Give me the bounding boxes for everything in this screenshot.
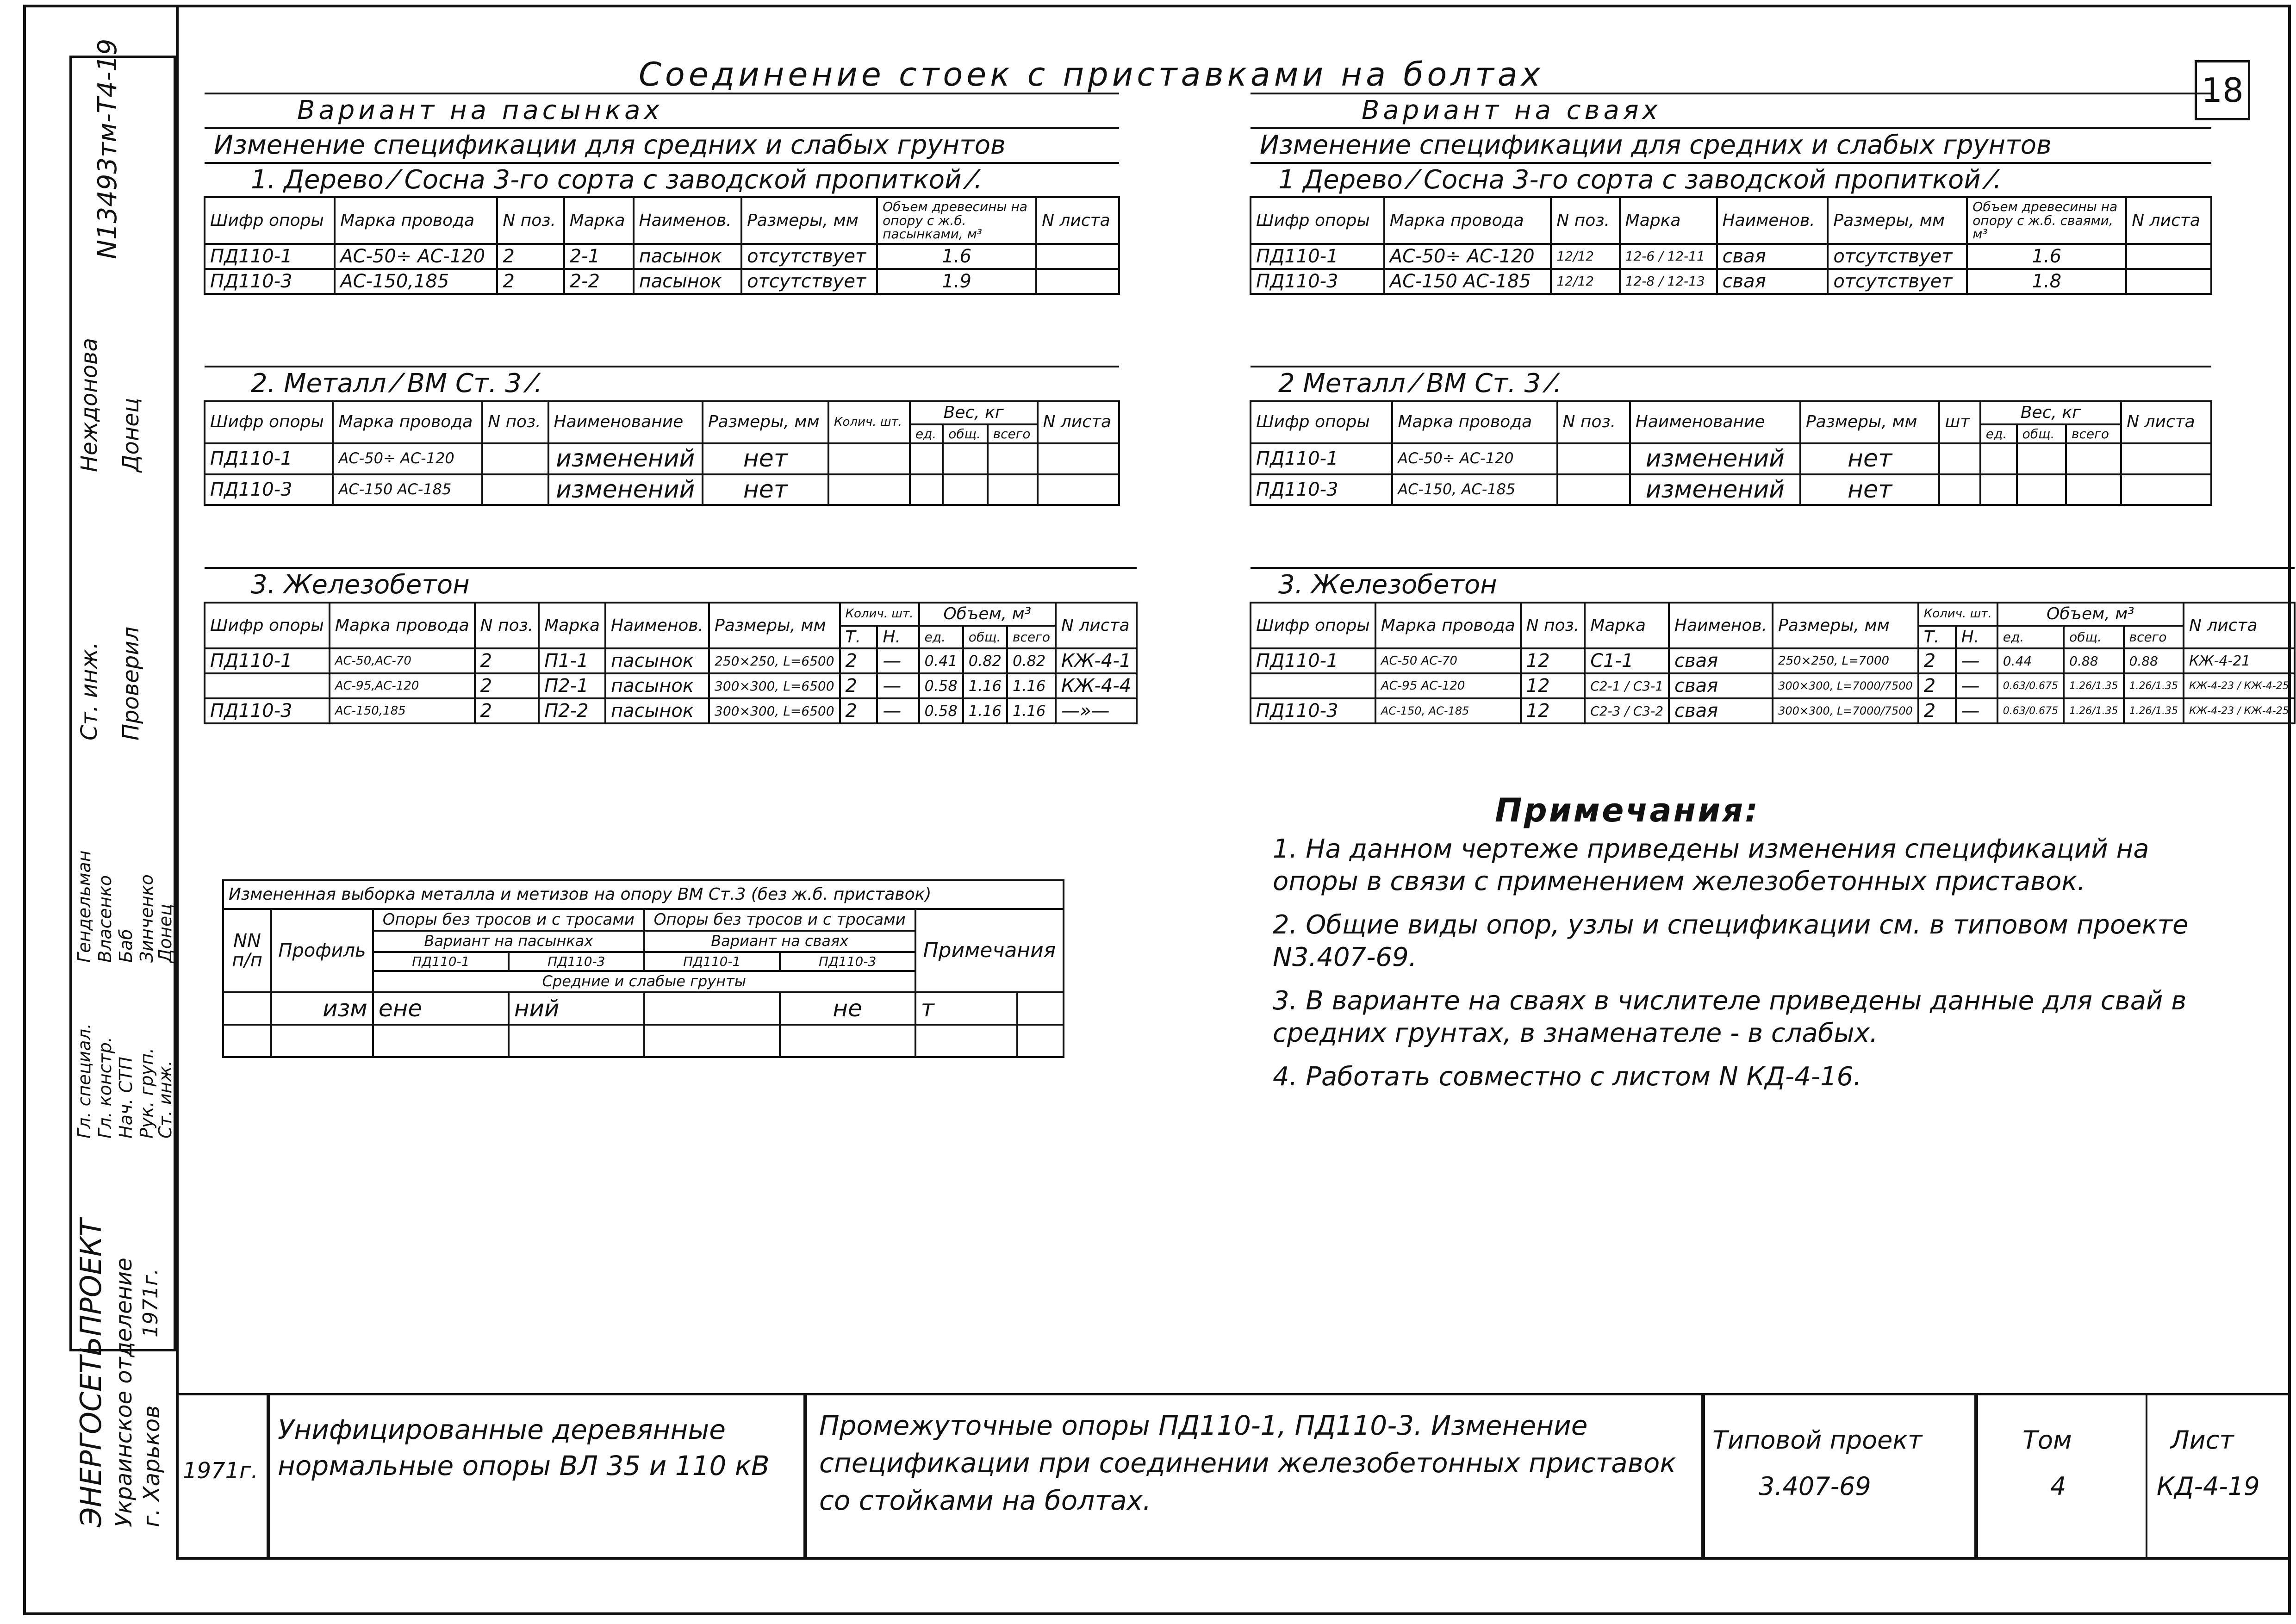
cell: ПД110-3 xyxy=(1251,474,1392,505)
cell: отсутствует xyxy=(741,244,877,269)
col-header: Размеры, мм xyxy=(703,401,828,443)
notes-title: Примечания: xyxy=(1495,791,1760,829)
cell: 0.88 xyxy=(2064,648,2123,673)
col-header: N листа xyxy=(2121,401,2211,443)
cell: 1.6 xyxy=(1967,244,2126,269)
cell: 1.8 xyxy=(1967,269,2126,294)
cell: нет xyxy=(1800,443,1939,474)
col-header: Размеры, мм xyxy=(1773,603,1918,649)
cell: П2-2 xyxy=(539,698,605,723)
tb-sheet-label: Лист xyxy=(2171,1425,2234,1455)
col-header: Т. xyxy=(1918,626,1956,649)
col-header: N листа xyxy=(2184,603,2295,649)
col-header: Наименов. xyxy=(1717,197,1828,243)
col-header: всего xyxy=(2066,424,2121,443)
cell: ПД110-3 xyxy=(205,269,335,294)
cell: 12/12 xyxy=(1551,244,1619,269)
cell: — xyxy=(877,673,919,698)
cell: 0.63/0.675 xyxy=(1997,673,2064,698)
cell: КЖ-4-1 xyxy=(1056,648,1137,673)
col-header: общ. xyxy=(2064,626,2123,649)
cell: 2 xyxy=(497,244,564,269)
cell: 2 xyxy=(1918,698,1956,723)
cell: свая xyxy=(1717,244,1828,269)
col-header: всего xyxy=(988,424,1038,443)
cell: 0.82 xyxy=(963,648,1007,673)
stamp-donets: Донец xyxy=(118,398,144,472)
cell: свая xyxy=(1669,648,1773,673)
tb-vol-label: Том xyxy=(2022,1425,2072,1455)
cell: 2-1 xyxy=(564,244,634,269)
cell: 1.26/1.35 xyxy=(2064,698,2123,723)
note-item: 3. В варианте на сваях в числителе приведены данные для свай в средних грунтах, в знаменателе - в слабых. xyxy=(1273,986,2187,1048)
right-metal-title: 2 Металл ⁄ ВМ Ст. 3 ⁄. xyxy=(1251,367,2211,401)
col-header: Шифр опоры xyxy=(1251,197,1384,243)
cell xyxy=(1036,244,1119,269)
cell: ПД110-1 xyxy=(1251,244,1384,269)
cell: 0.63/0.675 xyxy=(1997,698,2064,723)
col-header: общ. xyxy=(2017,424,2066,443)
col-header: Марка провода xyxy=(333,401,482,443)
cell: 1.26/1.35 xyxy=(2124,673,2184,698)
cell: 300×300, L=7000/7500 xyxy=(1773,698,1918,723)
col-header: Марка xyxy=(1620,197,1717,243)
cell: отсутствует xyxy=(741,269,877,294)
right-wood-title: 1 Дерево ⁄ Сосна 3-го сорта с заводской пропиткой ⁄. xyxy=(1251,163,2211,198)
cell xyxy=(205,673,330,698)
doc-code: N13493тм-Т4-19 xyxy=(93,38,123,259)
col-header: ед. xyxy=(919,626,963,649)
col-header: Марка xyxy=(539,603,605,649)
cell: 1.16 xyxy=(963,673,1007,698)
col-header: Колич. шт. xyxy=(840,603,919,626)
stamp-name: Зинченко xyxy=(137,874,157,963)
col-header: N поз. xyxy=(497,197,564,243)
cell xyxy=(2126,244,2211,269)
cell: ПД110-1 xyxy=(205,443,333,474)
col-header: N листа xyxy=(2126,197,2211,243)
tb-project-no: 3.407-69 xyxy=(1759,1472,1871,1501)
cell: —»— xyxy=(1056,698,1137,723)
cell: 12/12 xyxy=(1551,269,1619,294)
cell: АС-50,АС-70 xyxy=(330,648,475,673)
cell: 2 xyxy=(1918,673,1956,698)
col-header: Размеры, мм xyxy=(741,197,877,243)
cell: т xyxy=(915,992,1018,1025)
col-header: Колич. шт. xyxy=(828,401,910,443)
cell: 12 xyxy=(1521,698,1585,723)
stamp-role: Ст. инж. xyxy=(155,1060,175,1139)
col-header: Шифр опоры xyxy=(205,401,333,443)
col-header: Марка провода xyxy=(335,197,497,243)
cell: 1.26/1.35 xyxy=(2124,698,2184,723)
stamp-name: Донец xyxy=(155,903,175,963)
stamp-role: Рук. груп. xyxy=(137,1047,157,1139)
cell: пасынок xyxy=(634,269,742,294)
cell: 0.58 xyxy=(919,698,963,723)
col-header: N поз. xyxy=(1521,603,1585,649)
cell: 2 xyxy=(497,269,564,294)
cell: пасынок xyxy=(605,673,709,698)
cell: АС-150 АС-185 xyxy=(1384,269,1551,294)
col-header: Объем древесины на опору с ж.б. пасынками, м³ xyxy=(877,197,1036,243)
cell: — xyxy=(877,648,919,673)
cell: ене xyxy=(373,992,509,1025)
col-header: Опоры без тросов и с тросами xyxy=(373,909,644,931)
right-wood-table xyxy=(1250,93,2212,295)
col-header: Вариант на пасынках xyxy=(373,931,644,952)
cell: свая xyxy=(1669,698,1773,723)
cell: 0.82 xyxy=(1007,648,1056,673)
cell: 2 xyxy=(840,673,877,698)
cell: — xyxy=(1956,698,1997,723)
header-title: Соединение стоек с приставками на болтах xyxy=(639,56,1544,93)
cell: 2-2 xyxy=(564,269,634,294)
cell: нет xyxy=(703,474,828,505)
cell: 1.16 xyxy=(963,698,1007,723)
cell xyxy=(1557,474,1630,505)
cell: 250×250, L=6500 xyxy=(709,648,840,673)
cell: отсутствует xyxy=(1828,244,1967,269)
cell: изменений xyxy=(548,443,703,474)
col-header: Объем древесины на опору с ж.б. сваями, м³ xyxy=(1967,197,2126,243)
col-header: N листа xyxy=(1038,401,1120,443)
tb-vol: 4 xyxy=(2050,1472,2066,1501)
stamp-checked-role: Ст. инж. xyxy=(76,641,102,740)
col-header: N поз. xyxy=(482,401,548,443)
left-metal-title: 2. Металл ⁄ ВМ Ст. 3 ⁄. xyxy=(205,367,1119,401)
col-header: Наименов. xyxy=(605,603,709,649)
tb-project-label: Типовой проект xyxy=(1712,1425,1923,1455)
cell: свая xyxy=(1717,269,1828,294)
col-header: Марка провода xyxy=(330,603,475,649)
cell: АС-50 АС-70 xyxy=(1375,648,1521,673)
col-header: Объем, м³ xyxy=(919,603,1056,626)
col-header: ПД110-3 xyxy=(509,952,644,971)
cell: П2-1 xyxy=(539,673,605,698)
col-header: общ. xyxy=(943,424,987,443)
cell xyxy=(1557,443,1630,474)
right-concrete-title: 3. Железобетон xyxy=(1251,568,2295,603)
cell: С1-1 xyxy=(1585,648,1669,673)
col-header: NN п/п xyxy=(223,909,271,992)
stamp-nezhdanova: Неждонова xyxy=(76,338,102,472)
col-header: Вес, кг xyxy=(910,401,1038,424)
org-dept: Украинское отделение xyxy=(111,1257,137,1527)
cell xyxy=(1251,673,1375,698)
col-header: Размеры, мм xyxy=(709,603,840,649)
col-header: N поз. xyxy=(475,603,539,649)
stamp-name: Баб xyxy=(116,929,136,963)
col-header: Марка xyxy=(1585,603,1669,649)
cell: АС-150, АС-185 xyxy=(1392,474,1557,505)
col-header: Т. xyxy=(840,626,877,649)
cell: ПД110-3 xyxy=(205,474,333,505)
note-item: 4. Работать совместно с листом N КД-4-16. xyxy=(1273,1062,1862,1092)
col-header: Размеры, мм xyxy=(1800,401,1939,443)
cell: 2 xyxy=(840,698,877,723)
cell: не xyxy=(780,992,915,1025)
col-header: Наименование xyxy=(548,401,703,443)
cell: 1.9 xyxy=(877,269,1036,294)
left-metal-table xyxy=(204,366,1120,506)
cell: ПД110-1 xyxy=(205,648,330,673)
col-header: Размеры, мм xyxy=(1828,197,1967,243)
metal-sample-title: Измененная выборка металла и метизов на опору ВМ Ст.3 (без ж.б. приставок) xyxy=(223,880,1064,909)
col-header: Примечания xyxy=(915,909,1064,992)
cell: 0.44 xyxy=(1997,648,2064,673)
col-header: N поз. xyxy=(1557,401,1630,443)
cell xyxy=(482,474,548,505)
left-variant-title: Вариант на пасынках xyxy=(205,93,1119,128)
cell: ний xyxy=(509,992,644,1025)
col-header: Средние и слабые грунты xyxy=(373,971,915,992)
col-header: ПД110-3 xyxy=(780,952,915,971)
cell: АС-150,185 xyxy=(330,698,475,723)
cell xyxy=(2126,269,2211,294)
org-name: ЭНЕРГОСЕТЬПРОЕКТ xyxy=(74,1219,108,1527)
cell: 300×300, L=6500 xyxy=(709,673,840,698)
col-header: Наименов. xyxy=(1669,603,1773,649)
col-header: общ. xyxy=(963,626,1007,649)
cell: — xyxy=(1956,648,1997,673)
cell: изменений xyxy=(1630,443,1800,474)
cell: изменений xyxy=(1630,474,1800,505)
note-item: 2. Общие виды опор, узлы и спецификации см. в типовом проекте N3.407-69. xyxy=(1273,910,2189,972)
col-header: Шифр опоры xyxy=(1251,603,1375,649)
cell: АС-50÷ АС-120 xyxy=(335,244,497,269)
col-header: Марка xyxy=(564,197,634,243)
cell: нет xyxy=(1800,474,1939,505)
cell: 250×250, L=7000 xyxy=(1773,648,1918,673)
tb-year: 1971г. xyxy=(183,1458,258,1484)
cell: 2 xyxy=(475,698,539,723)
col-header: N листа xyxy=(1036,197,1119,243)
col-header: Колич. шт. xyxy=(1918,603,1997,626)
right-subtitle: Изменение спецификации для средних и слабых грунтов xyxy=(1251,128,2211,163)
cell: АС-50÷ АС-120 xyxy=(333,443,482,474)
cell: АС-95 АС-120 xyxy=(1375,673,1521,698)
cell: 12-6 / 12-11 xyxy=(1620,244,1717,269)
cell: нет xyxy=(703,443,828,474)
col-header: Наименов. xyxy=(634,197,742,243)
col-header: ед. xyxy=(910,424,943,443)
cell: 2 xyxy=(475,648,539,673)
cell: 300×300, L=7000/7500 xyxy=(1773,673,1918,698)
stamp-name: Власенко xyxy=(95,875,115,963)
cell: П1-1 xyxy=(539,648,605,673)
cell: ПД110-1 xyxy=(1251,648,1375,673)
cell xyxy=(1036,269,1119,294)
cell: КЖ-4-4 xyxy=(1056,673,1137,698)
cell: ПД110-3 xyxy=(205,698,330,723)
metal-sample-table xyxy=(222,879,1064,1058)
cell: 12 xyxy=(1521,673,1585,698)
stamp-role: Нач. СТП xyxy=(116,1057,136,1139)
col-header: Марка провода xyxy=(1375,603,1521,649)
cell: АС-150,185 xyxy=(335,269,497,294)
cell: 2 xyxy=(1918,648,1956,673)
col-header: N поз. xyxy=(1551,197,1619,243)
cell: 2 xyxy=(475,673,539,698)
tb-desc: Промежуточные опоры ПД110-1, ПД110-3. Изменение спецификации при соединении железобетонных приставок со стойками на болтах. xyxy=(819,1410,1676,1517)
col-header: ед. xyxy=(1980,424,2017,443)
col-header: всего xyxy=(1007,626,1056,649)
cell: ПД110-1 xyxy=(1251,443,1392,474)
notes-list xyxy=(1273,833,2235,1104)
cell: АС-150 АС-185 xyxy=(333,474,482,505)
stamp-checked-name: Проверил xyxy=(118,626,144,740)
col-header: Н. xyxy=(1956,626,1997,649)
col-header: ед. xyxy=(1997,626,2064,649)
cell xyxy=(482,443,548,474)
col-header: ПД110-1 xyxy=(373,952,509,971)
cell: — xyxy=(1956,673,1997,698)
cell: 300×300, L=6500 xyxy=(709,698,840,723)
note-item: 1. На данном чертеже приведены изменения спецификаций на опоры в связи с применением железобетонных приставок. xyxy=(1273,834,2149,896)
cell: АС-150, АС-185 xyxy=(1375,698,1521,723)
cell: АС-50÷ АС-120 xyxy=(1392,443,1557,474)
cell: пасынок xyxy=(605,648,709,673)
col-header: Профиль xyxy=(271,909,373,992)
org-year-side: 1971г. xyxy=(139,1268,162,1338)
col-header: Марка провода xyxy=(1384,197,1551,243)
cell: 1.16 xyxy=(1007,673,1056,698)
col-header: Объем, м³ xyxy=(1997,603,2184,626)
right-concrete-table xyxy=(1250,567,2296,724)
cell: 1.26/1.35 xyxy=(2064,673,2123,698)
col-header: ПД110-1 xyxy=(644,952,780,971)
cell: 0.88 xyxy=(2124,648,2184,673)
cell: 1.16 xyxy=(1007,698,1056,723)
right-metal-table xyxy=(1250,366,2212,506)
left-concrete-table xyxy=(204,567,1138,724)
col-header: N листа xyxy=(1056,603,1137,649)
cell: ПД110-1 xyxy=(205,244,335,269)
cell: С2-1 / С3-1 xyxy=(1585,673,1669,698)
cell: — xyxy=(877,698,919,723)
col-header: Марка провода xyxy=(1392,401,1557,443)
tb-name: Унифицированные деревянные нормальные опоры ВЛ 35 и 110 кВ xyxy=(278,1414,770,1482)
cell: ПД110-3 xyxy=(1251,698,1375,723)
cell: свая xyxy=(1669,673,1773,698)
cell: 2 xyxy=(840,648,877,673)
left-subtitle: Изменение спецификации для средних и слабых грунтов xyxy=(205,128,1119,163)
right-variant-title: Вариант на сваях xyxy=(1251,93,2211,128)
cell: пасынок xyxy=(634,244,742,269)
stamp-name: Гендельман xyxy=(74,850,94,963)
col-header: Вес, кг xyxy=(1980,401,2121,424)
col-header: Вариант на сваях xyxy=(644,931,915,952)
cell: С2-3 / С3-2 xyxy=(1585,698,1669,723)
cell: изменений xyxy=(548,474,703,505)
col-header: Н. xyxy=(877,626,919,649)
col-header: Шифр опоры xyxy=(205,603,330,649)
cell: АС-95,АС-120 xyxy=(330,673,475,698)
col-header: шт xyxy=(1939,401,1980,443)
left-wood-table xyxy=(204,93,1120,295)
org-city: г. Харьков xyxy=(139,1405,165,1527)
tb-sheet: КД-4-19 xyxy=(2157,1472,2260,1501)
cell: 0.58 xyxy=(919,673,963,698)
col-header: всего xyxy=(2124,626,2184,649)
col-header: Наименование xyxy=(1630,401,1800,443)
col-header: Опоры без тросов и с тросами xyxy=(644,909,915,931)
col-header: Шифр опоры xyxy=(205,197,335,243)
cell: пасынок xyxy=(605,698,709,723)
stamp-role: Гл. специал. xyxy=(74,1023,94,1139)
cell: изм xyxy=(271,992,373,1025)
cell: 1.6 xyxy=(877,244,1036,269)
cell: АС-50÷ АС-120 xyxy=(1384,244,1551,269)
cell: отсутствует xyxy=(1828,269,1967,294)
sheet-number-box: 18 xyxy=(2195,60,2250,120)
left-wood-title: 1. Дерево ⁄ Сосна 3-го сорта с заводской пропиткой ⁄. xyxy=(205,163,1119,198)
left-concrete-title: 3. Железобетон xyxy=(205,568,1137,603)
cell: КЖ-4-23 / КЖ-4-25 xyxy=(2184,673,2295,698)
cell: ПД110-3 xyxy=(1251,269,1384,294)
cell: КЖ-4-21 xyxy=(2184,648,2295,673)
cell: 12 xyxy=(1521,648,1585,673)
cell: 12-8 / 12-13 xyxy=(1620,269,1717,294)
cell: 0.41 xyxy=(919,648,963,673)
stamp-role: Гл. констр. xyxy=(95,1037,115,1139)
cell: КЖ-4-23 / КЖ-4-25 xyxy=(2184,698,2295,723)
col-header: Шифр опоры xyxy=(1251,401,1392,443)
